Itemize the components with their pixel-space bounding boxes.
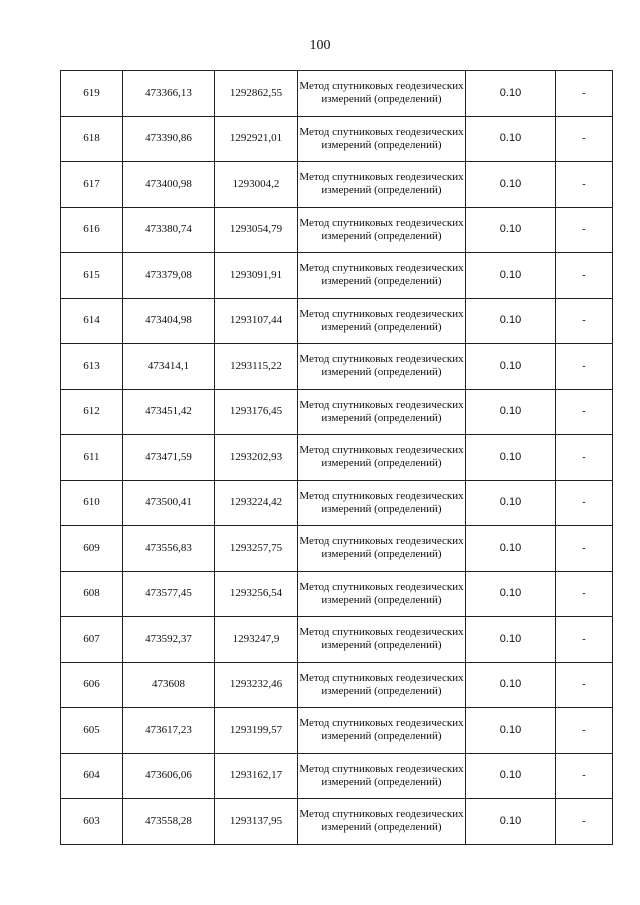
method-cell: Метод спутниковых геодезических измерений (определений) (298, 435, 466, 481)
point-number-cell: 616 (61, 207, 123, 253)
table-row (61, 435, 613, 481)
accuracy-cell: 0.10 (466, 344, 556, 390)
y-coordinate-cell: 1293054,79 (215, 207, 298, 253)
y-coordinate-cell: 1293091,91 (215, 253, 298, 299)
y-coordinate-cell: 1293256,54 (215, 571, 298, 617)
accuracy-cell: 0.10 (466, 526, 556, 572)
accuracy-cell: 0.10 (466, 116, 556, 162)
method-cell: Метод спутниковых геодезических измерений (определений) (298, 298, 466, 344)
description-cell: - (556, 298, 613, 344)
accuracy-cell: 0.10 (466, 253, 556, 299)
x-coordinate-cell: 473617,23 (123, 708, 215, 754)
method-cell: Метод спутниковых геодезических измерений (определений) (298, 389, 466, 435)
table-row (61, 71, 613, 117)
point-number-cell: 612 (61, 389, 123, 435)
point-number-cell: 603 (61, 799, 123, 845)
y-coordinate-cell: 1293004,2 (215, 162, 298, 208)
y-coordinate-cell: 1292921,01 (215, 116, 298, 162)
table-row (61, 526, 613, 572)
accuracy-cell: 0.10 (466, 71, 556, 117)
accuracy-cell: 0.10 (466, 753, 556, 799)
y-coordinate-cell: 1293137,95 (215, 799, 298, 845)
table-row (61, 253, 613, 299)
coordinates-table (60, 70, 613, 845)
table-row (61, 344, 613, 390)
table-row (61, 571, 613, 617)
accuracy-cell: 0.10 (466, 662, 556, 708)
y-coordinate-cell: 1293257,75 (215, 526, 298, 572)
y-coordinate-cell: 1293202,93 (215, 435, 298, 481)
x-coordinate-cell: 473451,42 (123, 389, 215, 435)
y-coordinate-cell: 1292862,55 (215, 71, 298, 117)
method-cell: Метод спутниковых геодезических измерений (определений) (298, 480, 466, 526)
x-coordinate-cell: 473471,59 (123, 435, 215, 481)
table-row (61, 207, 613, 253)
y-coordinate-cell: 1293107,44 (215, 298, 298, 344)
method-cell: Метод спутниковых геодезических измерений (определений) (298, 799, 466, 845)
table-row (61, 162, 613, 208)
description-cell: - (556, 253, 613, 299)
description-cell: - (556, 708, 613, 754)
x-coordinate-cell: 473592,37 (123, 617, 215, 663)
accuracy-cell: 0.10 (466, 435, 556, 481)
accuracy-cell: 0.10 (466, 207, 556, 253)
x-coordinate-cell: 473606,06 (123, 753, 215, 799)
accuracy-cell: 0.10 (466, 799, 556, 845)
y-coordinate-cell: 1293247,9 (215, 617, 298, 663)
description-cell: - (556, 162, 613, 208)
method-cell: Метод спутниковых геодезических измерений (определений) (298, 526, 466, 572)
accuracy-cell: 0.10 (466, 389, 556, 435)
point-number-cell: 605 (61, 708, 123, 754)
accuracy-cell: 0.10 (466, 708, 556, 754)
table-row (61, 480, 613, 526)
description-cell: - (556, 116, 613, 162)
y-coordinate-cell: 1293232,46 (215, 662, 298, 708)
point-number-cell: 619 (61, 71, 123, 117)
x-coordinate-cell: 473380,74 (123, 207, 215, 253)
point-number-cell: 613 (61, 344, 123, 390)
x-coordinate-cell: 473556,83 (123, 526, 215, 572)
table-row (61, 298, 613, 344)
description-cell: - (556, 344, 613, 390)
point-number-cell: 614 (61, 298, 123, 344)
x-coordinate-cell: 473404,98 (123, 298, 215, 344)
description-cell: - (556, 71, 613, 117)
accuracy-cell: 0.10 (466, 162, 556, 208)
x-coordinate-cell: 473366,13 (123, 71, 215, 117)
page-number: 100 (309, 38, 331, 53)
x-coordinate-cell: 473558,28 (123, 799, 215, 845)
point-number-cell: 618 (61, 116, 123, 162)
accuracy-cell: 0.10 (466, 617, 556, 663)
y-coordinate-cell: 1293224,42 (215, 480, 298, 526)
method-cell: Метод спутниковых геодезических измерений (определений) (298, 116, 466, 162)
description-cell: - (556, 207, 613, 253)
method-cell: Метод спутниковых геодезических измерений (определений) (298, 207, 466, 253)
method-cell: Метод спутниковых геодезических измерений (определений) (298, 71, 466, 117)
method-cell: Метод спутниковых геодезических измерений (определений) (298, 253, 466, 299)
description-cell: - (556, 480, 613, 526)
description-cell: - (556, 389, 613, 435)
table-row (61, 662, 613, 708)
y-coordinate-cell: 1293199,57 (215, 708, 298, 754)
description-cell: - (556, 799, 613, 845)
point-number-cell: 606 (61, 662, 123, 708)
table-row (61, 617, 613, 663)
table-row (61, 753, 613, 799)
x-coordinate-cell: 473577,45 (123, 571, 215, 617)
description-cell: - (556, 435, 613, 481)
description-cell: - (556, 662, 613, 708)
table-row (61, 116, 613, 162)
description-cell: - (556, 571, 613, 617)
point-number-cell: 608 (61, 571, 123, 617)
x-coordinate-cell: 473379,08 (123, 253, 215, 299)
method-cell: Метод спутниковых геодезических измерений (определений) (298, 162, 466, 208)
point-number-cell: 604 (61, 753, 123, 799)
method-cell: Метод спутниковых геодезических измерений (определений) (298, 617, 466, 663)
method-cell: Метод спутниковых геодезических измерений (определений) (298, 344, 466, 390)
point-number-cell: 615 (61, 253, 123, 299)
accuracy-cell: 0.10 (466, 480, 556, 526)
y-coordinate-cell: 1293115,22 (215, 344, 298, 390)
x-coordinate-cell: 473390,86 (123, 116, 215, 162)
y-coordinate-cell: 1293176,45 (215, 389, 298, 435)
point-number-cell: 610 (61, 480, 123, 526)
point-number-cell: 607 (61, 617, 123, 663)
table-row (61, 389, 613, 435)
table-row (61, 799, 613, 845)
accuracy-cell: 0.10 (466, 571, 556, 617)
description-cell: - (556, 526, 613, 572)
point-number-cell: 617 (61, 162, 123, 208)
method-cell: Метод спутниковых геодезических измерений (определений) (298, 708, 466, 754)
x-coordinate-cell: 473608 (123, 662, 215, 708)
method-cell: Метод спутниковых геодезических измерений (определений) (298, 753, 466, 799)
x-coordinate-cell: 473400,98 (123, 162, 215, 208)
point-number-cell: 611 (61, 435, 123, 481)
accuracy-cell: 0.10 (466, 298, 556, 344)
coordinates-table-body (61, 71, 613, 845)
method-cell: Метод спутниковых геодезических измерений (определений) (298, 662, 466, 708)
method-cell: Метод спутниковых геодезических измерений (определений) (298, 571, 466, 617)
y-coordinate-cell: 1293162,17 (215, 753, 298, 799)
point-number-cell: 609 (61, 526, 123, 572)
description-cell: - (556, 753, 613, 799)
x-coordinate-cell: 473414,1 (123, 344, 215, 390)
x-coordinate-cell: 473500,41 (123, 480, 215, 526)
table-row (61, 708, 613, 754)
description-cell: - (556, 617, 613, 663)
